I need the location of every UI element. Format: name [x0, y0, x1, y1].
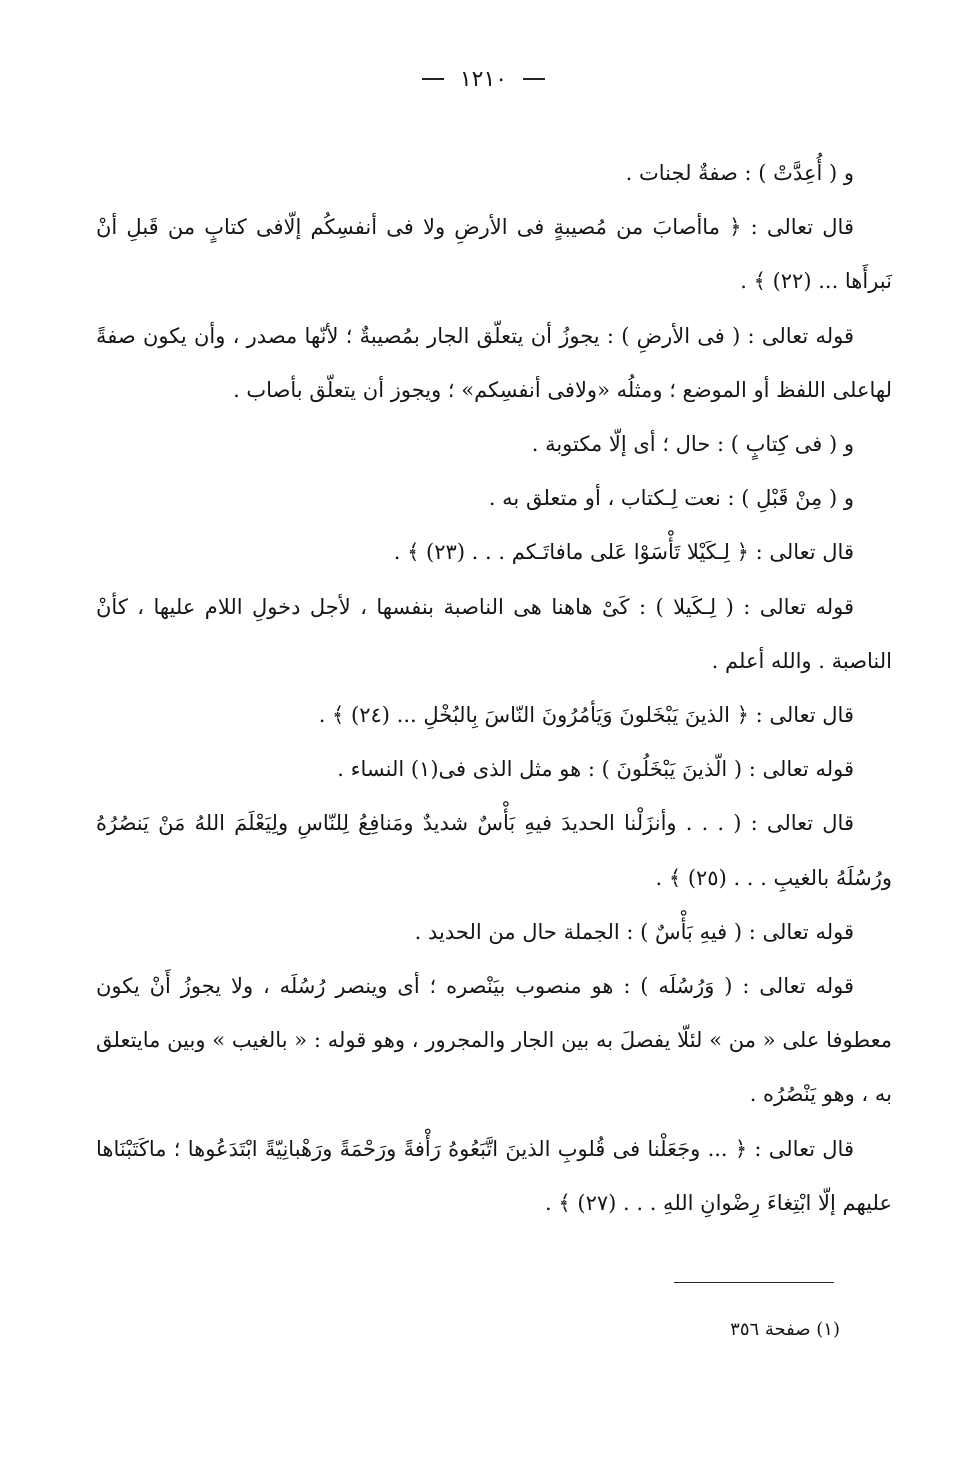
main-text: [96, 146, 892, 1230]
paragraph: قال تعالى : ﴿ ماأصابَ من مُصيبةٍ فى الأرضِ ولا فى أنفسِكُم إلّافى كتابٍ من قَبلِ أنْ نَبرأَها ... (٢٢) ﴾ .: [96, 215, 892, 294]
paragraph: قال تعالى : ﴿ ... وجَعَلْنا فى قُلوبِ الذينَ اتَّبَعُوهُ رَأْفةً ورَحْمَةً ورَهْبانِيّةً ابْتَدَعُوها ؛ ماكَتَبْنَاها عليهم إلّا ابْتِغاءَ رِضْوانِ اللهِ . . . (٢٧) ﴾ .: [96, 1136, 892, 1215]
paragraph: قوله تعالى : ( لِـكَيلا ) : كَىْ هاهنا هى الناصبة بنفسها ، لأجل دخولِ اللام عليها ، كأنْ الناصبة . والله أعلم .: [96, 594, 892, 673]
paragraph: قوله تعالى : ( فى الأرضِ ) : يجوزُ أن يتعلّق الجار بمُصيبةٌ ؛ لأنّها مصدر ، وأن يكون صفةً لهاعلى اللفظ أو الموضع ؛ ومثلُه «ولافى أنفسِكم» ؛ ويجوز أن يتعلّق بأصاب .: [96, 323, 892, 402]
page-number: ١٢١٠: [459, 66, 508, 92]
paragraph: و ( فى كِتابٍ ) : حال ؛ أى إلّا مكتوبة .: [531, 432, 854, 457]
paragraph: و ( أُعِدَّتْ ) : صفةٌ لجنات .: [625, 161, 854, 185]
paragraph: و ( مِنْ قَبْلِ ) : نعت لِـكتاب ، أو متعلق به .: [488, 486, 854, 511]
paragraph: قال تعالى : ﴿ لِـكَيْلا تَأْسَوْا عَلى مافاتَـكم . . . (٢٣) ﴾ .: [393, 540, 854, 565]
header-dash-left: [422, 78, 444, 80]
page-header: [0, 66, 967, 92]
paragraph: قوله تعالى : ( وَرُسُلَه ) : هو منصوب بيَنْصره ؛ أى وينصر رُسُلَه ، ولا يجوزُ أَنْ يكون معطوفا على « من » لئلّا يفصلَ به بين الجار والمجرور ، وهو قوله : « بالغيب » وبين مايتعلق به ، وهو يَنْصُرُه .: [96, 974, 892, 1107]
paragraph: قال تعالى : ( . . . وأنزَلْنا الحديدَ فيهِ بَأْسٌ شديدٌ ومَنافِعُ لِلنّاسِ ولِيَعْلَمَ اللهُ مَنْ يَنصُرُهُ ورُسُلَهُ بالغيبِ . . . (٢٥) ﴾ .: [96, 811, 892, 890]
paragraph: قوله تعالى : ( الّذينَ يَبْخَلُونَ ) : هو مثل الذى فى(١) النساء .: [337, 757, 854, 782]
footnote: (١) صفحة ٣٥٦: [730, 1319, 840, 1340]
paragraph: قوله تعالى : ( فيهِ بَأْسٌ ) : الجملة حال من الحديد .: [414, 919, 854, 944]
header-dash-right: [523, 78, 545, 80]
footnote-divider: [674, 1282, 834, 1283]
paragraph: قال تعالى : ﴿ الذينَ يَبْخَلونَ وَيَأمُرُونَ النّاسَ بِالبُخْلِ ... (٢٤) ﴾ .: [318, 703, 854, 728]
